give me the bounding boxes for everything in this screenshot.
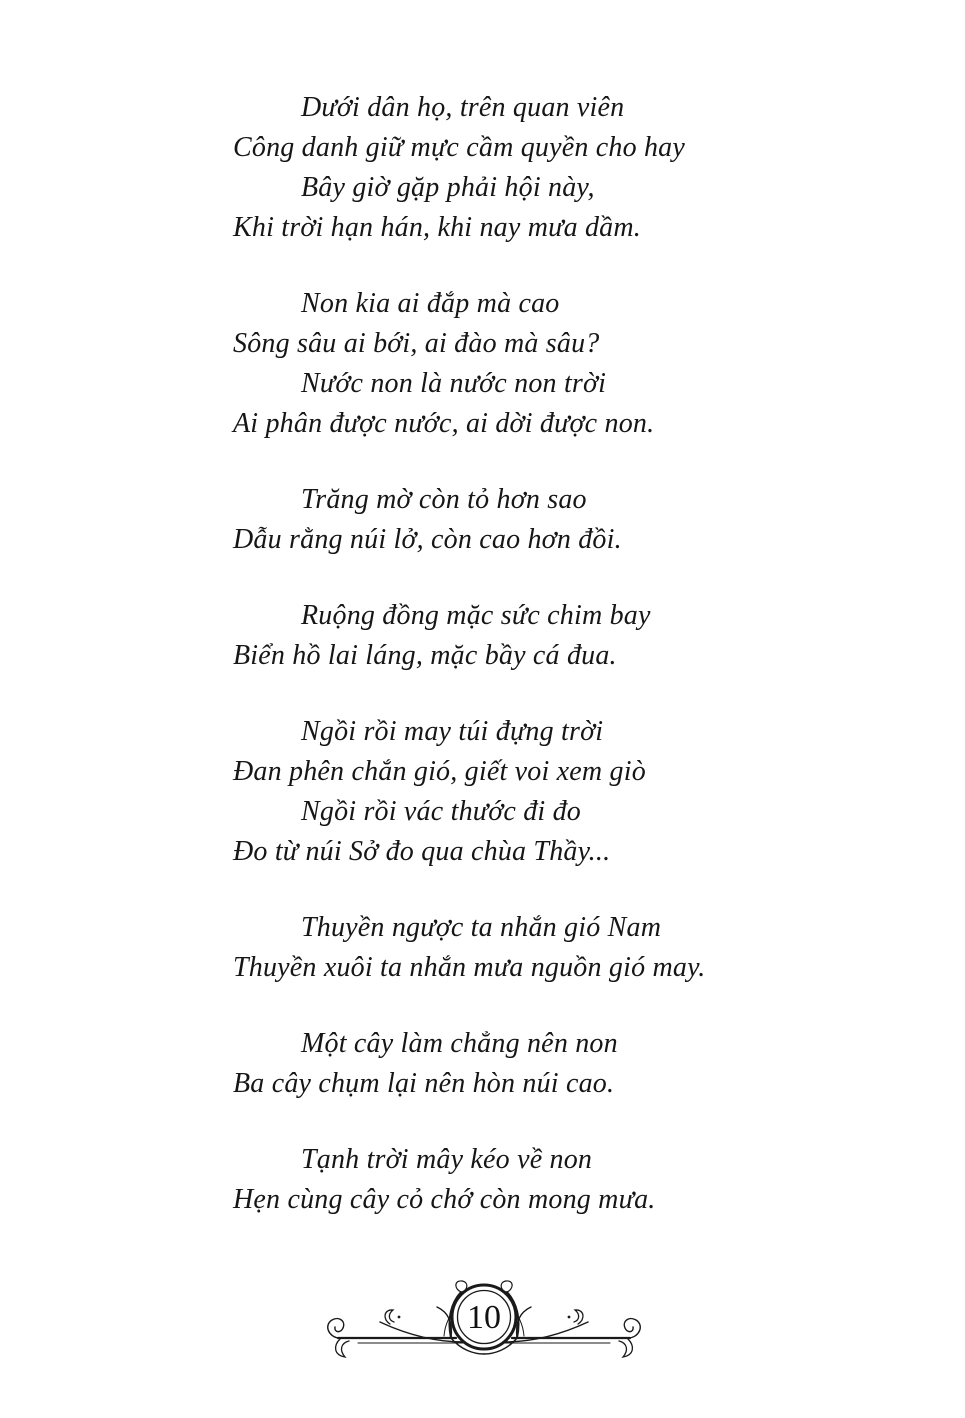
poem-line: Tạnh trời mây kéo về non xyxy=(301,1144,593,1175)
page-number: 10 xyxy=(467,1299,501,1336)
poem-stanza xyxy=(233,596,925,676)
poem-line: Hẹn cùng cây cỏ chớ còn mong mưa. xyxy=(233,1184,656,1215)
poem-line: Công danh giữ mực cầm quyền cho hay xyxy=(233,132,686,163)
poem-line: Ngồi rồi vác thước đi đo xyxy=(301,796,581,827)
poem-line: Dưới dân họ, trên quan viên xyxy=(301,92,625,123)
poem-line: Dẫu rằng núi lở, còn cao hơn đồi. xyxy=(233,524,622,555)
poem-line: Khi trời hạn hán, khi nay mưa dầm. xyxy=(233,212,642,243)
poem-line: Nước non là nước non trời xyxy=(301,368,607,399)
poem-line: Ai phân được nước, ai dời được non. xyxy=(233,408,655,439)
poem-line: Thuyền ngược ta nhắn gió Nam xyxy=(301,912,662,943)
poem-line: Ngồi rồi may túi đựng trời xyxy=(301,716,604,747)
poem-stanza xyxy=(233,284,925,444)
poem-stanza xyxy=(233,1140,925,1220)
poem-line: Thuyền xuôi ta nhắn mưa nguồn gió may. xyxy=(233,952,706,983)
poem-line: Một cây làm chẳng nên non xyxy=(301,1028,618,1059)
poem-line: Ruộng đồng mặc sức chim bay xyxy=(301,600,651,631)
poem-stanza xyxy=(233,88,925,248)
poem-line: Đo từ núi Sở đo qua chùa Thầy... xyxy=(233,836,611,867)
poem-line: Trăng mờ còn tỏ hơn sao xyxy=(301,484,587,515)
poem-stanza xyxy=(233,1024,925,1104)
poem-stanza xyxy=(233,712,925,872)
poem-stanza xyxy=(233,480,925,560)
poem-line: Ba cây chụm lại nên hòn núi cao. xyxy=(233,1068,615,1099)
page-number-ornament xyxy=(324,1262,644,1372)
poem-line: Sông sâu ai bới, ai đào mà sâu? xyxy=(233,328,600,359)
poem-line: Bây giờ gặp phải hội này, xyxy=(301,172,595,203)
floral-flourish-icon xyxy=(324,1262,644,1372)
poem-stanza xyxy=(233,908,925,988)
poem-line: Biển hồ lai láng, mặc bầy cá đua. xyxy=(233,640,617,671)
poem-line: Non kia ai đắp mà cao xyxy=(301,288,560,319)
poem-line: Đan phên chắn gió, giết voi xem giò xyxy=(233,756,646,787)
